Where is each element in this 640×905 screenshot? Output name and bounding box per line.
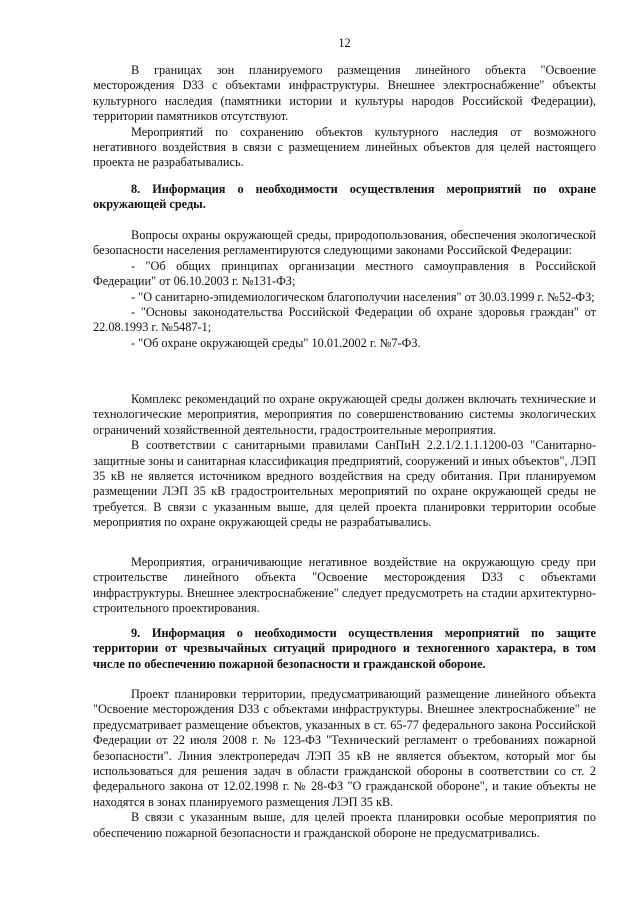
law-item: - "Основы законодательства Российской Федерации об охране здоровья граждан" от 22.08.1993 г. №5487-1;	[93, 305, 596, 335]
section-8-laws-block	[93, 228, 596, 351]
paragraph-complex-recommendations: Комплекс рекомендаций по охране окружающей среды должен включать технические и технологические мероприятия, мероприятия по совершенствованию системы экологических ограничений хозяйственной деятельности, градостроительные мероприятия.	[93, 392, 596, 437]
paragraph-emergency-conclusion: В связи с указанным выше, для целей проекта планировки особые мероприятия по обеспечению пожарной безопасности и гражданской обороне не предусматривались.	[93, 810, 596, 840]
section-9-heading: 9. Информация о необходимости осуществления мероприятий по защите территории от чрезвычайных ситуаций природного и техногенного характера, в том числе по обеспечению пожарной безопасности и гражданской обороне.	[93, 626, 596, 671]
law-item: - "Об общих принципах организации местного самоуправления в Российской Федерации" от 06.10.2003 г. №131-ФЗ;	[93, 258, 596, 289]
section-9-heading-block	[93, 626, 596, 672]
law-item: - "О санитарно-эпидемиологическом благополучии населения" от 30.03.1999 г. №52-ФЗ;	[131, 289, 595, 304]
paragraph-emergency-planning: Проект планировки территории, предусматривающий размещение линейного объекта "Освоение месторождения D33 с объектами инфраструктуры. Внешнее электроснабжение" не предусматривает размещение объектов, указанных в ст. 65-77 федерального закона Российской Федерации от 22 июля 2008 г. № 123-ФЗ "Технический регламент о требованиях пожарной безопасности". Линия электропередач ЛЭП 35 кВ не является объектом, который мог бы использоваться для решения задач в области гражданской обороны в соответствии со ст. 2 федерального закона от 12.02.1998 г. № 28-ФЗ "О гражданской обороне", и такие объекты не находятся в зонах планируемого размещения ЛЭП 35 кВ.	[93, 687, 596, 809]
paragraph-heritage-measures: Мероприятий по сохранению объектов культурного наследия от возможного негативного воздействия в связи с размещением линейных объектов для целей настоящего проекта не разрабатывались.	[93, 124, 596, 170]
section-7-text	[93, 63, 596, 171]
section-8-limit-block	[93, 555, 596, 617]
section-8-heading-block	[93, 182, 596, 213]
paragraph-heritage-absent: В границах зон планируемого размещения линейного объекта "Освоение месторождения D33 с объектами инфраструктуры. Внешнее электроснабжение" объекты культурного наследия (памятники истории и культуры народов Российской Федерации), территории памятников отсутствуют.	[93, 63, 596, 124]
paragraph-limiting-measures: Мероприятия, ограничивающие негативное воздействие на окружающую среду при строительстве линейного объекта "Освоение месторождения D33 с объектами инфраструктуры. Внешнее электроснабжение" следует предусмотреть на стадии архитектурно-строительного проектирования.	[93, 555, 596, 616]
paragraph-laws-intro: Вопросы охраны окружающей среды, природопользования, обеспечения экологической безопасности населения регламентируются следующими законами Российской Федерации:	[93, 228, 596, 258]
section-8-measures-block	[93, 392, 596, 531]
section-8-heading: 8. Информация о необходимости осуществления мероприятий по охране окружающей среды.	[93, 182, 596, 212]
law-item: - "Об охране окружающей среды" 10.01.2002 г. №7-ФЗ.	[131, 335, 421, 350]
page-number: 12	[338, 36, 351, 50]
paragraph-sanpin: В соответствии с санитарными правилами СанПиН 2.2.1/2.1.1.1200-03 "Санитарно-защитные зоны и санитарная классификация предприятий, сооружений и иных объектов", ЛЭП 35 кВ не является источником вредного воздействия на среду обитания. При планируемом размещении ЛЭП 35 кВ градостроительных мероприятий по охране окружающей среды не требуется. В связи с указанным выше, для целей проекта планировки территории особые мероприятия по охране окружающей среды не разрабатывались.	[93, 438, 596, 530]
section-9-text	[93, 687, 596, 841]
